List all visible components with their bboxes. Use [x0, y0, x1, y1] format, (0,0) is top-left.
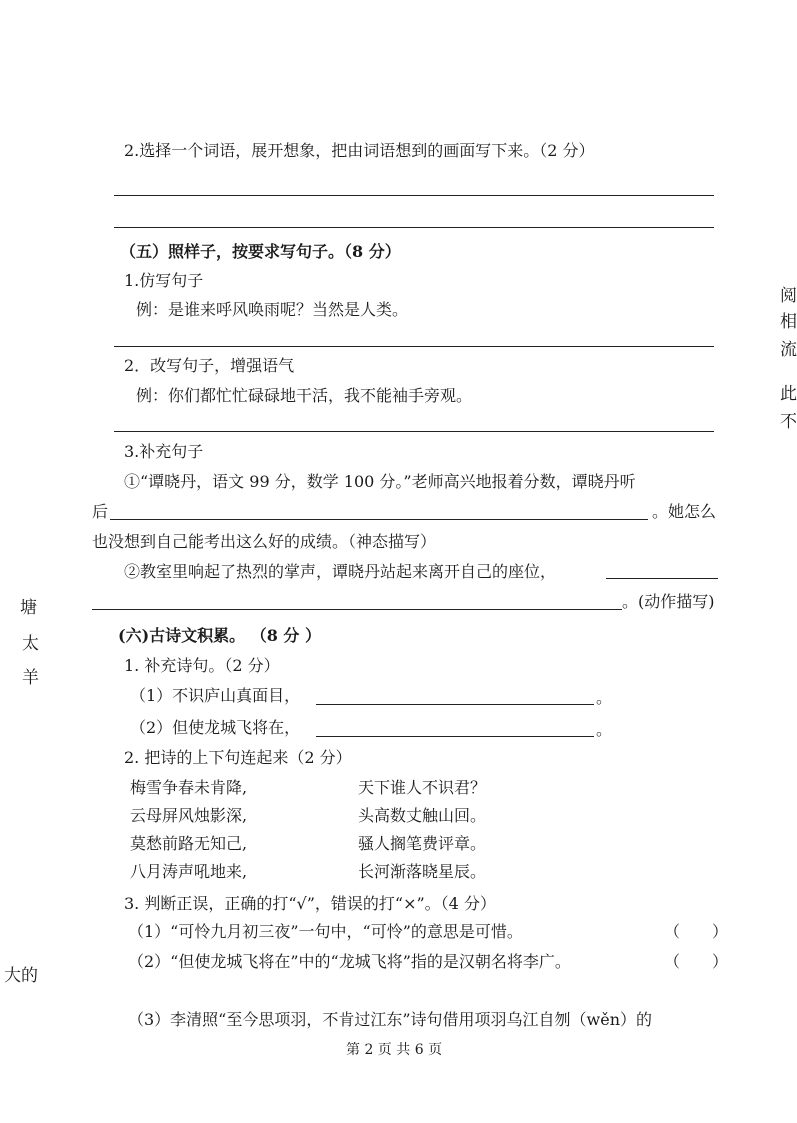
section5-title: （五）照样子，按要求写句子。（8 分）: [120, 242, 401, 261]
margin-right-char: 阅: [780, 286, 797, 306]
q2-answer-line-1[interactable]: [114, 195, 714, 196]
section5-item3-s1-blank[interactable]: [110, 519, 648, 520]
margin-right-char: 不: [780, 412, 797, 432]
section5-item2-answer-line[interactable]: [114, 431, 714, 432]
poem-right-line[interactable]: 头高数丈触山回。: [358, 806, 487, 825]
poem-left-line[interactable]: 莫愁前路无知己,: [130, 834, 248, 853]
margin-right-char: 相: [780, 312, 797, 332]
margin-left-char: 大的: [4, 966, 38, 986]
section5-item2-title: 2．改写句子，增强语气: [124, 356, 295, 375]
margin-left-char: 太: [22, 634, 39, 654]
poem-right-line[interactable]: 骚人搁笔费评章。: [358, 834, 487, 853]
section6-item2-title: 2. 把诗的上下句连起来（2 分）: [124, 748, 352, 767]
section5-item3-s2-blank-2[interactable]: [92, 609, 622, 610]
section5-item2-example: 例：你们都忙忙碌碌地干活，我不能袖手旁观。: [136, 386, 473, 405]
margin-right-char: 此: [780, 384, 797, 404]
judge-statement-2: （2）“但使龙城飞将在”中的“龙城飞将”指的是汉朝名将李广。: [128, 952, 571, 971]
section6-item1-title: 1. 补充诗句。（2 分）: [124, 656, 280, 675]
section5-item3-s1-prefix: 后: [92, 502, 109, 521]
poem-left-line[interactable]: 八月涛声吼地来,: [130, 862, 248, 881]
section5-item1-example: 例：是谁来呼风唤雨呢？当然是人类。: [136, 300, 409, 319]
poem-left-line[interactable]: 云母屏风烛影深,: [130, 806, 248, 825]
judge-statement-3: （3）李清照“至今思项羽，不肯过江东”诗句借用项羽乌江自刎（wěn）的: [128, 1010, 653, 1029]
section6-title: (六)古诗文积累。 （8 分 ）: [118, 626, 321, 645]
judge-statement-1: （1）“可怜九月初三夜”一句中，“可怜”的意思是可惜。: [128, 922, 523, 941]
section5-item3-s1-line1: ①“谭晓丹，语文 99 分，数学 100 分。”老师高兴地报着分数，谭晓丹听: [124, 472, 636, 491]
margin-left-char: 塘: [20, 598, 37, 618]
judge-answer-box-2[interactable]: （ ）: [664, 952, 729, 971]
q2-answer-line-2[interactable]: [114, 227, 714, 228]
section5-item3-s2-blank-1[interactable]: [606, 578, 718, 579]
section6-item1-line1-end: 。: [596, 688, 613, 707]
section6-item1-line1-blank[interactable]: [316, 704, 594, 705]
section6-item1-line2-end: 。: [596, 720, 613, 739]
section5-item3-s2-line1: ②教室里响起了热烈的掌声，谭晓丹站起来离开自己的座位，: [124, 562, 557, 581]
section5-item3-title: 3.补充句子: [124, 442, 204, 461]
poem-right-line[interactable]: 天下谁人不识君？: [358, 778, 487, 797]
margin-left-char: 羊: [22, 668, 39, 688]
poem-left-line[interactable]: 梅雪争春未肯降,: [130, 778, 248, 797]
section5-item3-s1-line3: 也没想到自己能考出这么好的成绩。（神态描写）: [92, 532, 437, 551]
margin-right-char: 流: [780, 340, 797, 360]
section5-item3-s1-suffix: 。她怎么: [652, 502, 717, 521]
q2-prompt: 2.选择一个词语，展开想象，把由词语想到的画面写下来。（2 分）: [124, 141, 595, 160]
poem-right-line[interactable]: 长河渐落晓星辰。: [358, 862, 487, 881]
section6-item1-line2-blank[interactable]: [316, 736, 594, 737]
section5-item1-title: 1.仿写句子: [124, 271, 204, 290]
page-footer: 第 2 页 共 6 页: [346, 1042, 443, 1058]
judge-answer-box-1[interactable]: （ ）: [664, 922, 729, 941]
section5-item1-answer-line[interactable]: [114, 346, 714, 347]
section6-item3-title: 3. 判断正误，正确的打“√”，错误的打“×”。（4 分）: [124, 894, 496, 913]
section6-item1-line1-prefix: （1）不识庐山真面目，: [130, 686, 301, 705]
section5-item3-s2-suffix: 。(动作描写): [622, 592, 715, 611]
section6-item1-line2-prefix: （2）但使龙城飞将在，: [130, 718, 301, 737]
